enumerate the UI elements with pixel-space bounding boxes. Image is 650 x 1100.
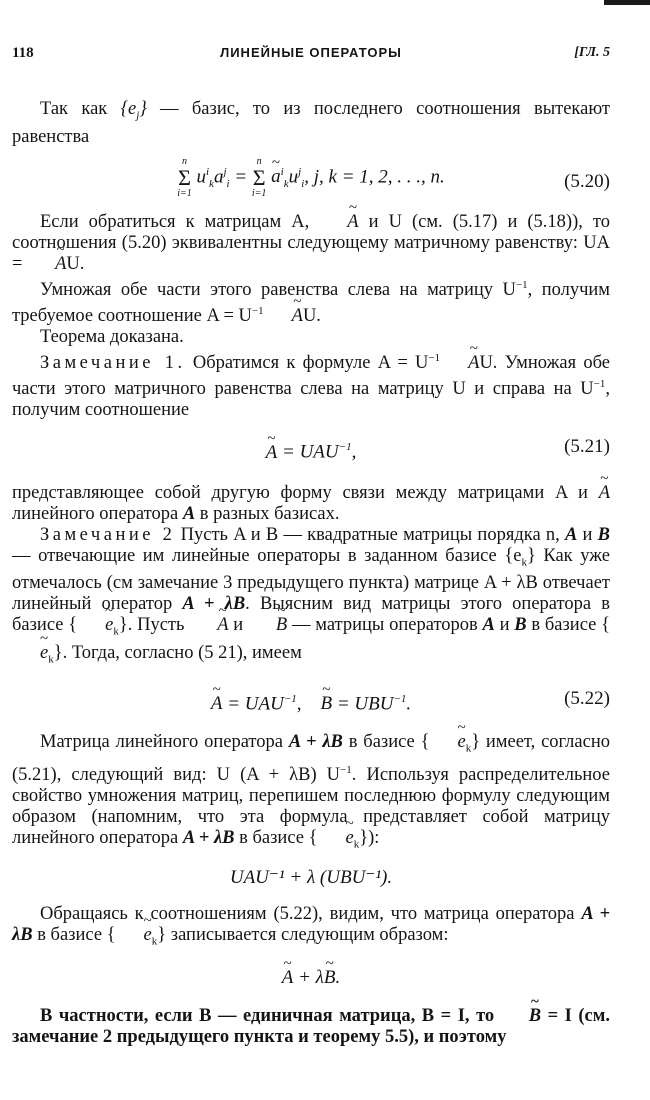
chapter-label: [ГЛ. 5 (574, 45, 610, 60)
paragraph-theorem-proved: Теорема доказана. (40, 327, 184, 347)
paragraph-multiplying: Умножая обе части этого равенства слева на матрицу $U^{-1}$, получим требуемое соотношение $A = U^{-1}\sim$ AU. (12, 275, 610, 327)
equation-tilde-sum: ~ A + λ~ B. (12, 966, 610, 990)
running-title: ЛИНЕЙНЫЕ ОПЕРАТОРЫ (220, 45, 402, 60)
paragraph-matrices: Если обратиться к матрицам A, ~ A и U (см. (5.17) и (5.18)), то соотношения (5.20) эквивалентны следующему матричному равенству: UA = ~ AU. (12, 212, 610, 275)
paragraph-other-form: представляющее собой другую форму связи между матрицами A и ~ A линейного оператора A в разных базисах. (12, 483, 610, 525)
remark-1: Замечание 1. Обратимся к формуле $A = U^{-1}\sim$ AU. Умножая обе части этого матричного равенства слева на матрицу U и справа на $U^{-1}$, получим соотношение (12, 348, 610, 421)
equation-5-20: n Σ i=1 $u^i_ka^j_i$ = n Σ i=1 ~ $a^i_ku^j_i$, j, k = 1, 2, . . ., n. (5.20) (12, 156, 610, 200)
page-edge-mark (604, 0, 650, 5)
paragraph-in-particular: В частности, если B — единичная матрица, B = I, то ~ B = I (см. замечание 2 предыдущего пункта и теорему 5.5), и поэтому (12, 1006, 610, 1048)
paragraph-linear-operator-matrix: Матрица линейного оператора A + λB в базисе {~ $e_k$} имеет, согласно (5.21), следующий вид: U (A + λB) $U^{-1}$. Используя распределительное свойство умножения матриц, перепишем последнюю формулу следующим образом (напомним, что эта формула представляет собой матрицу линейного оператора A + λB в базисе {~ $e_k$}): (12, 732, 610, 856)
equation-sum: UAU⁻¹ + λ (UBU⁻¹). (229, 866, 393, 888)
equation-5-21: ~ $A = UAU^{-1}$, (5.21) (12, 435, 610, 464)
equation-5-22: ~ $A = UAU^{-1}$, ~ $B = UBU^{-1}$. (5.22) (12, 687, 610, 716)
equation-number-5-21: (5.21) (564, 436, 610, 458)
equation-number-5-22: (5.22) (564, 687, 610, 709)
paragraph-basis: Так как $\{e_j\}$ — базис, то из последнего соотношения вытекают равенства (12, 99, 611, 147)
running-header (12, 45, 610, 69)
remark-2: Замечание 2 Пусть A и B — квадратные матрицы порядка n, A и B — отвечающие им линейные операторы в заданном базисе $\{e_k\}$ Как уже отмечалось (см замечание 3 предыдущего пункта) матрице A + λB отвечает линейный оператор A + λB. Выясним вид матрицы этого оператора в базисе {~ $e_k$}. Пусть ~ A и ~ B — матрицы операторов A и B в базисе {~ $e_k$}. Тогда, согласно (5 21), имеем (12, 525, 610, 671)
book-page (12, 45, 610, 1048)
equation-number-5-20: (5.20) (564, 170, 610, 192)
paragraph-referring: Обращаясь к соотношениям (5.22), видим, что матрица оператора A + λB в базисе {~ $e_k$} записывается следующим образом: (12, 904, 610, 953)
page-number: 118 (12, 45, 34, 61)
